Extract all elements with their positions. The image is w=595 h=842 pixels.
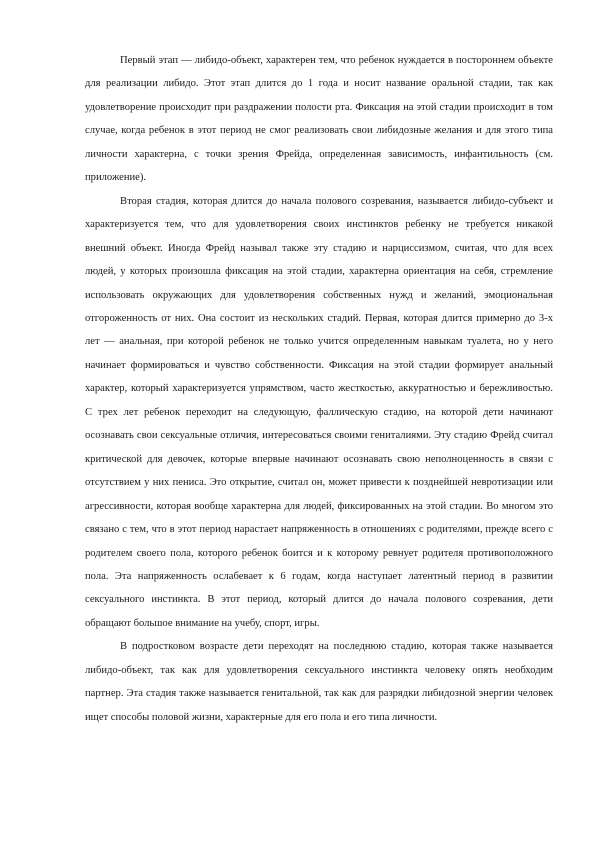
document-body xyxy=(85,49,553,729)
paragraph-genital-stage: В подростковом возрасте дети переходят на последнюю стадию, которая также называется либидо-объект, так как для удовлетворения сексуального инстинкта человеку опять необходим партнер. Эта стадия также называется генитальной, так как для разрядки либидозной энергии человек ищет способы половой жизни, характерные для его пола и его типа личности. xyxy=(85,641,553,723)
paragraph-oral-stage: Первый этап — либидо-объект, характерен тем, что ребенок нуждается в постороннем объекте для реализации либидо. Этот этап длится до 1 года и носит название оральной стадии, так как удовлетворение происходит при раздражении полости рта. Фиксация на этой стадии происходит в том случае, когда ребенок в этот период не смог реализовать свои либидозные желания и для этого типа личности характерна, с точки зрения Фрейда, определенная зависимость, инфантильность (см. приложение). xyxy=(85,55,553,184)
paragraph-libido-subject: Вторая стадия, которая длится до начала полового созревания, называется либидо-субъект и характеризуется тем, что для удовлетворения своих инстинктов ребенку не требуется никакой внешний объект. Иногда Фрейд называл также эту стадию и нарциссизмом, считая, что для всех людей, у которых произошла фиксация на этой стадии, характерна ориентация на себя, стремление использовать окружающих для удовлетворения собственных нужд и желаний, эмоциональная отгороженность от них. Она состоит из нескольких стадий. Первая, которая длится примерно до 3-х лет — анальная, при которой ребенок не только учится определенным навыкам туалета, но у него начинает формироваться и чувство собственности. Фиксация на этой стадии формирует анальный характер, который характеризуется упрямством, часто жесткостью, аккуратностью и бережливостью. С трех лет ребенок переходит на следующую, фаллическую стадию, на которой дети начинают осознавать свои сексуальные отличия, интересоваться своими гениталиями. Эту стадию Фрейд считал критической для девочек, которые впервые начинают осознавать свою неполноценность в связи с отсутствием у них пениса. Это открытие, считал он, может привести к позднейшей невротизации или агрессивности, которая вообще характерна для людей, фиксированных на этой стадии. Во многом это связано с тем, что в этот период нарастает напряженность в отношениях с родителями, прежде всего с родителем своего пола, которого ребенок боится и к которому ревнует родителя противоположного пола. Эта напряженность ослабевает к 6 годам, когда наступает латентный период в развитии сексуального инстинкта. В этот период, который длится до начала полового созревания, дети обращают большое внимание на учебу, спорт, игры. xyxy=(85,195,553,629)
